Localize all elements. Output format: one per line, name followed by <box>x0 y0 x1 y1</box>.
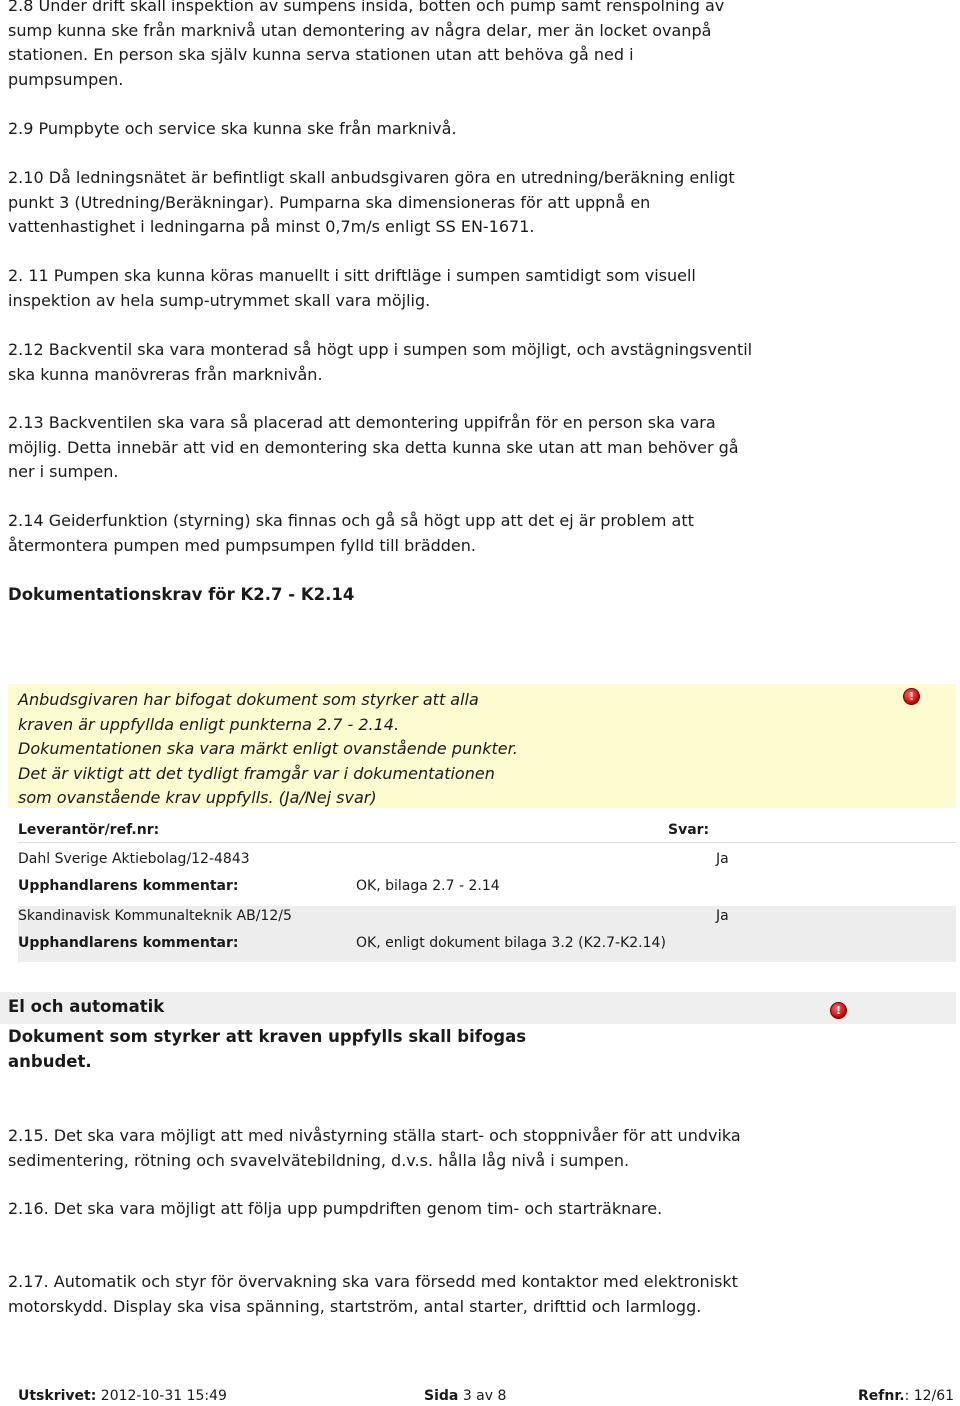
warning-icon: ! <box>903 688 920 705</box>
answer-value: Ja <box>716 908 729 924</box>
footer-value: 3 av 8 <box>462 1388 507 1404</box>
text-line: sump kunna ske från marknivå utan demontering av några delar, mer än locket ovanpå <box>8 20 712 40</box>
text-line: Anbudsgivaren har bifogat dokument som styrker att alla <box>18 690 479 709</box>
text-line: ska kunna manövreras från marknivån. <box>8 364 323 384</box>
paragraph-2-12 <box>8 338 788 387</box>
supplier-name: Skandinavisk Kommunalteknik AB/12/5 <box>18 908 292 924</box>
text-line: som ovanstående krav uppfylls. (Ja/Nej svar) <box>18 788 377 808</box>
supplier-header: Leverantör/ref.nr: <box>18 822 160 838</box>
text-line: 2.16. Det ska vara möjligt att följa upp pumpdriften genom tim- och starträknare. <box>8 1199 663 1218</box>
paragraph-2-8 <box>8 0 788 92</box>
text-line: motorskydd. Display ska visa spänning, startström, antal starter, drifttid och larmlogg. <box>8 1296 702 1316</box>
text-line: stationen. En person ska själv kunna serva stationen utan att behöva gå ned i <box>8 45 634 64</box>
documentation-heading: Dokumentationskrav för K2.7 - K2.14 <box>8 585 355 604</box>
footer-label: Refnr. <box>858 1388 905 1404</box>
text-line: 2.8 Under drift skall inspektion av sumpens insida, botten och pump samt renspolning av <box>8 0 725 15</box>
text-line: anbudet. <box>8 1051 92 1071</box>
text-line: 2.15. Det ska vara möjligt att med nivåstyrning ställa start- och stoppnivåer för att undvika <box>8 1126 741 1145</box>
text-line: 2.10 Då ledningsnätet är befintligt skall anbudsgivaren göra en utredning/beräkning enligt <box>8 168 735 187</box>
footer-label: Utskrivet: <box>18 1388 97 1404</box>
requirement-box <box>8 684 956 808</box>
paragraph-2-10 <box>8 166 788 240</box>
comment-label: Upphandlarens kommentar: <box>18 935 239 951</box>
answer-header: Svar: <box>668 822 710 838</box>
text-line: punkt 3 (Utredning/Beräkningar). Pumparna ska dimensioneras för att uppnå en <box>8 192 651 212</box>
comment-value: OK, enligt dokument bilaga 3.2 (K2.7-K2.14) <box>356 935 666 951</box>
paragraph-2-11 <box>8 264 788 313</box>
footer-value: 2012-10-31 15:49 <box>100 1388 227 1404</box>
text-line: kraven är uppfyllda enligt punkterna 2.7 - 2.14. <box>18 714 400 734</box>
text-line: 2. 11 Pumpen ska kunna köras manuellt i sitt driftläge i sumpen samtidigt som visuell <box>8 266 696 285</box>
footer-page <box>424 1388 506 1404</box>
warning-icon: ! <box>830 1002 847 1019</box>
requirement-text <box>18 688 578 811</box>
text-line: ner i sumpen. <box>8 462 119 481</box>
text-line: inspektion av hela sump-utrymmet skall vara möjlig. <box>8 290 431 310</box>
comment-label: Upphandlarens kommentar: <box>18 878 239 894</box>
text-line: återmontera pumpen med pumpsumpen fylld till brädden. <box>8 535 476 555</box>
supplier-name: Dahl Sverige Aktiebolag/12-4843 <box>18 851 250 867</box>
comment-value: OK, bilaga 2.7 - 2.14 <box>356 878 500 894</box>
text-line: Dokumentationen ska vara märkt enligt ovanstående punkter. <box>18 739 518 759</box>
section-title: El och automatik <box>8 997 165 1016</box>
footer-printed <box>18 1388 227 1404</box>
text-line: vattenhastighet i ledningarna på minst 0,7m/s enligt SS EN-1671. <box>8 217 535 236</box>
text-line: Dokument som styrker att kraven uppfylls skall bifogas <box>8 1027 527 1046</box>
section-requirement <box>8 1025 608 1074</box>
footer-ref <box>858 1388 954 1404</box>
answer-value: Ja <box>716 851 729 867</box>
text-line: 2.12 Backventil ska vara monterad så högt upp i sumpen som möjligt, och avstägningsventil <box>8 340 753 359</box>
text-line: sedimentering, rötning och svavelvätebildning, d.v.s. hålla låg nivå i sumpen. <box>8 1150 630 1170</box>
divider <box>18 842 956 843</box>
paragraph-2-13 <box>8 411 788 485</box>
paragraph-2-15 <box>8 1124 788 1173</box>
paragraph-2-16 <box>8 1197 788 1222</box>
text-line: 2.13 Backventilen ska vara så placerad att demontering uppifrån för en person ska vara <box>8 413 716 432</box>
text-line: pumpsumpen. <box>8 69 124 89</box>
text-line: 2.9 Pumpbyte och service ska kunna ske från marknivå. <box>8 119 457 138</box>
text-line: 2.14 Geiderfunktion (styrning) ska finnas och gå så högt upp att det ej är problem att <box>8 511 694 530</box>
text-line: 2.17. Automatik och styr för övervakning ska vara försedd med kontaktor med elektroniskt <box>8 1272 738 1291</box>
text-line: möjlig. Detta innebär att vid en demontering ska detta kunna ske utan att man behöver gå <box>8 437 739 457</box>
paragraph-2-14 <box>8 509 788 558</box>
paragraph-2-17 <box>8 1270 788 1319</box>
footer-value: : 12/61 <box>904 1388 955 1404</box>
text-line: Det är viktigt att det tydligt framgår var i dokumentationen <box>18 763 495 783</box>
paragraph-2-9 <box>8 117 788 142</box>
footer-label: Sida <box>424 1388 459 1404</box>
